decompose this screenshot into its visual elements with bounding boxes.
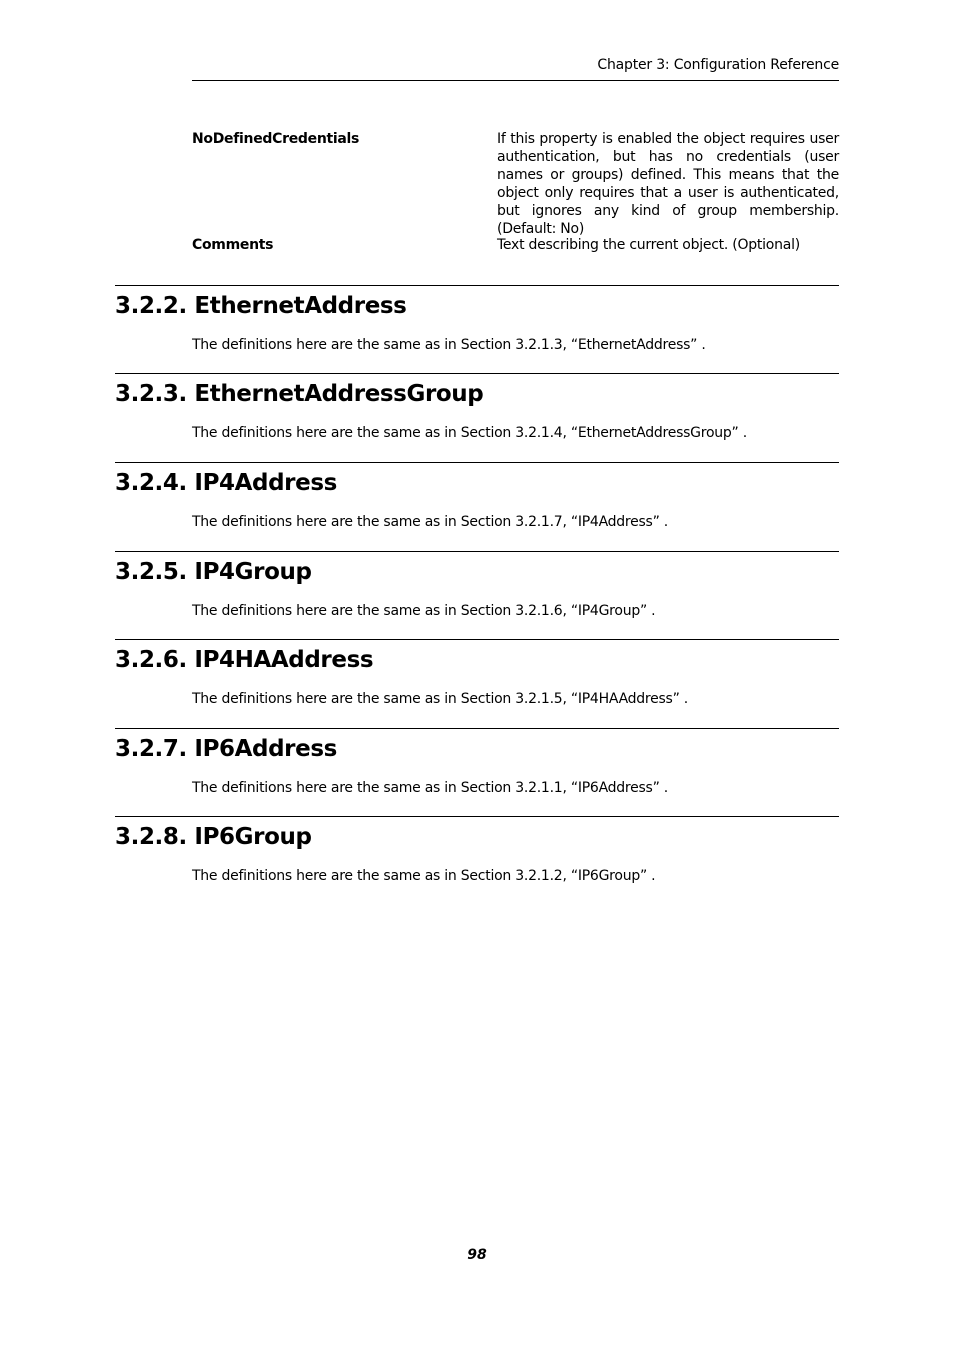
section-text: The definitions here are the same as in Section 3.2.1.3, “EthernetAddress” . — [192, 337, 706, 353]
section-title: 3.2.4. IP4Address — [115, 470, 337, 496]
section-ethernetaddressgroup — [115, 373, 839, 441]
section-ip6group — [115, 816, 839, 884]
section-ip6address — [115, 728, 839, 796]
section-title: 3.2.2. EthernetAddress — [115, 293, 407, 319]
section-text: The definitions here are the same as in Section 3.2.1.1, “IP6Address” . — [192, 780, 668, 796]
definition-term: NoDefinedCredentials — [192, 131, 360, 147]
section-title: 3.2.3. EthernetAddressGroup — [115, 381, 484, 407]
running-header — [192, 55, 839, 81]
page-number: 98 — [467, 1247, 487, 1263]
section-ip4haaddress — [115, 639, 839, 707]
section-ip4group — [115, 551, 839, 619]
section-text: The definitions here are the same as in Section 3.2.1.2, “IP6Group” . — [192, 868, 656, 884]
section-ethernetaddress — [115, 285, 839, 353]
definition-term: Comments — [192, 237, 274, 253]
section-title: 3.2.7. IP6Address — [115, 736, 337, 762]
section-text: The definitions here are the same as in Section 3.2.1.5, “IP4HAAddress” . — [192, 691, 688, 707]
section-ip4address — [115, 462, 839, 530]
section-text: The definitions here are the same as in Section 3.2.1.4, “EthernetAddressGroup” . — [192, 425, 747, 441]
definition-description: If this property is enabled the object requires user authentication, but has no credentials (user names or groups) defined. This means that the object only requires that a user is authenticated, but ignores any kind of group membership. (Default: No) — [497, 131, 839, 237]
section-title: 3.2.6. IP4HAAddress — [115, 647, 374, 673]
chapter-title: Chapter 3: Configuration Reference — [597, 57, 839, 73]
section-title: 3.2.5. IP4Group — [115, 559, 312, 585]
section-text: The definitions here are the same as in Section 3.2.1.7, “IP4Address” . — [192, 514, 668, 530]
definition-description: Text describing the current object. (Optional) — [497, 237, 800, 253]
section-text: The definitions here are the same as in Section 3.2.1.6, “IP4Group” . — [192, 603, 656, 619]
section-title: 3.2.8. IP6Group — [115, 824, 312, 850]
